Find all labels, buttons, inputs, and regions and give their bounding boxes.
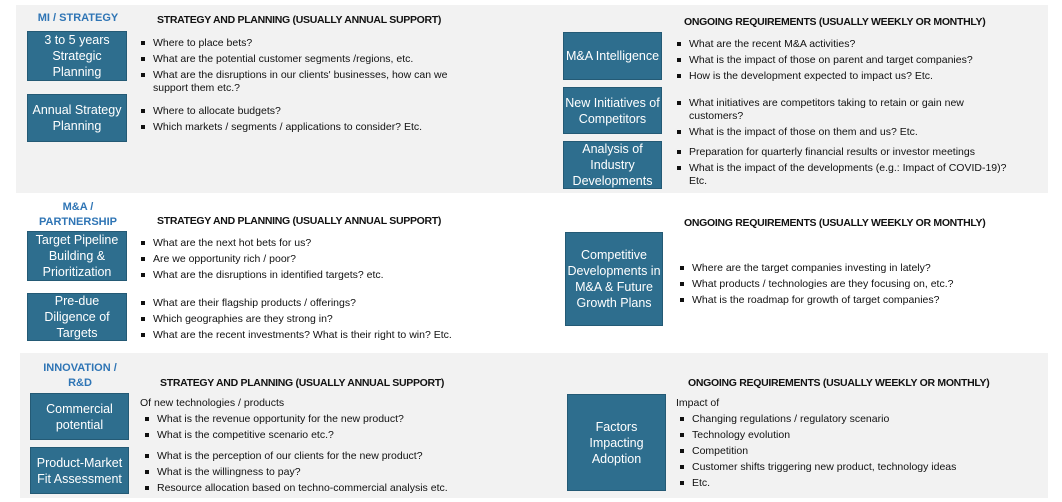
list-item: Where are the target companies investing in lately? [677,262,1007,275]
list-item: What is the competitive scenario etc.? [142,429,472,442]
list-item: What is the willingness to pay? [142,466,472,479]
box-strategic-planning: 3 to 5 years Strategic Planning [27,31,127,81]
right-header: ONGOING REQUIREMENTS (USUALLY WEEKLY OR MONTHLY) [688,377,990,389]
question-list [142,450,472,498]
list-item: What are the next hot bets for us? [138,237,468,250]
question-list [677,413,1007,493]
list-item: What initiatives are competitors taking to retain or gain new customers? [674,97,994,123]
left-header: STRATEGY AND PLANNING (USUALLY ANNUAL SUPPORT) [157,215,442,227]
list-item: What is the impact of the developments (e.g.: Impact of COVID-19)? Etc. [674,162,1019,188]
list-item: Where to place bets? [138,37,468,50]
box-factors-adoption: Factors Impacting Adoption [567,394,666,491]
section-title: M&A / PARTNERSHIP [38,201,118,228]
right-header: ONGOING REQUIREMENTS (USUALLY WEEKLY OR MONTHLY) [684,16,986,28]
list-item: Where to allocate budgets? [138,105,468,118]
box-new-initiatives: New Initiatives of Competitors [563,87,662,134]
list-item: What is the revenue opportunity for the new product? [142,413,472,426]
list-item: Resource allocation based on techno-commercial analysis etc. [142,482,472,495]
list-item: What are the recent investments? What is their right to win? Etc. [138,329,478,342]
section-title: MI / STRATEGY [37,12,119,24]
list-item: What are the potential customer segments /regions, etc. [138,53,468,66]
section-title: INNOVATION / R&D [43,362,117,389]
list-item: What are the recent M&A activities? [674,38,1014,51]
left-header: STRATEGY AND PLANNING (USUALLY ANNUAL SUPPORT) [157,14,442,26]
box-product-market-fit: Product-Market Fit Assessment [30,447,129,494]
list-item: Competition [677,445,1007,458]
list-item: Which geographies are they strong in? [138,313,478,326]
question-list [677,262,1007,310]
question-list [138,37,468,98]
question-list [674,38,1014,86]
list-item: Etc. [677,477,1007,490]
list-item: Technology evolution [677,429,1007,442]
box-industry-developments: Analysis of Industry Developments [563,141,662,189]
box-target-pipeline: Target Pipeline Building & Prioritization [27,231,127,281]
right-header: ONGOING REQUIREMENTS (USUALLY WEEKLY OR MONTHLY) [684,217,986,229]
intro-text: Of new technologies / products [140,397,285,409]
list-item: Are we opportunity rich / poor? [138,253,468,266]
box-pre-due-diligence: Pre-due Diligence of Targets [27,293,127,341]
list-item: Changing regulations / regulatory scenario [677,413,1007,426]
list-item: What are their flagship products / offerings? [138,297,478,310]
question-list [142,413,472,445]
intro-text: Impact of [676,397,720,409]
question-list [138,105,468,137]
list-item: Preparation for quarterly financial results or investor meetings [674,146,1019,159]
box-competitive-developments: Competitive Developments in M&A & Future Growth Plans [565,232,663,326]
list-item: What products / technologies are they focusing on, etc.? [677,278,1007,291]
list-item: What are the disruptions in our clients' businesses, how can we support them etc.? [138,69,468,95]
left-header: STRATEGY AND PLANNING (USUALLY ANNUAL SUPPORT) [160,377,445,389]
box-ma-intelligence: M&A Intelligence [563,32,662,80]
list-item: What are the disruptions in identified targets? etc. [138,269,468,282]
list-item: What is the impact of those on parent and target companies? [674,54,1014,67]
question-list [674,97,994,142]
box-annual-strategy: Annual Strategy Planning [27,94,127,142]
list-item: Which markets / segments / applications to consider? Etc. [138,121,468,134]
question-list [138,297,478,345]
question-list [674,146,1019,191]
question-list [138,237,468,285]
list-item: Customer shifts triggering new product, technology ideas [677,461,1007,474]
list-item: What is the perception of our clients for the new product? [142,450,472,463]
list-item: What is the roadmap for growth of target companies? [677,294,1007,307]
list-item: How is the development expected to impact us? Etc. [674,70,1014,83]
box-commercial-potential: Commercial potential [30,393,129,440]
list-item: What is the impact of those on them and us? Etc. [674,126,994,139]
